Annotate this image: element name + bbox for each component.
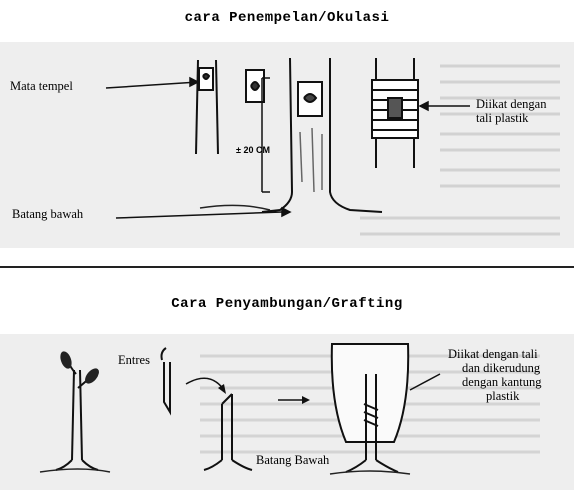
label-batang-bawah-2: Batang Bawah xyxy=(256,453,330,467)
grafting-title: Cara Penyambungan/Grafting xyxy=(171,296,403,312)
label-measure: ± 20 CM xyxy=(236,145,270,155)
label-diikat-tali-1: Diikat dengan tali xyxy=(448,347,538,361)
label-diikat-tali-2: dan dikerudung xyxy=(462,361,541,375)
label-entres: Entres xyxy=(118,353,150,367)
okulasi-title: cara Penempelan/Okulasi xyxy=(184,10,390,26)
label-diikat-tali-4: plastik xyxy=(486,389,520,403)
grafting-diagram xyxy=(0,334,574,490)
label-diikat-1: Diikat dengan xyxy=(476,97,547,111)
label-diikat-2: tali plastik xyxy=(476,111,529,125)
section-divider xyxy=(0,266,574,268)
okulasi-diagram xyxy=(0,42,574,248)
label-batang-bawah: Batang bawah xyxy=(12,207,84,221)
label-diikat-tali-3: dengan kantung xyxy=(462,375,542,389)
label-mata-tempel: Mata tempel xyxy=(10,79,73,93)
okulasi-illustration xyxy=(0,42,574,248)
